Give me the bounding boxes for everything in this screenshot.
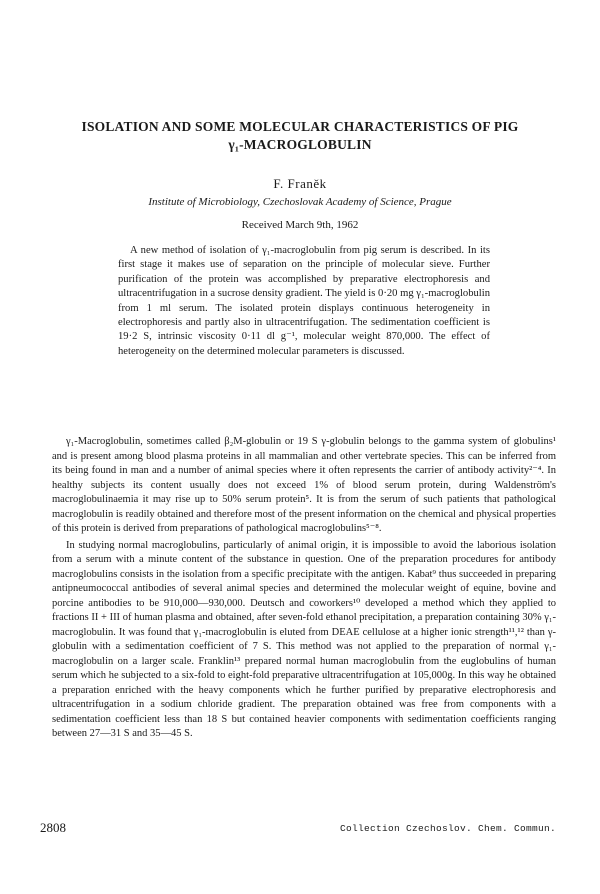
article-body: [52, 435, 556, 744]
abstract-text: A new method of isolation of γ₁-macroglobulin from pig serum is described. In its first stage it makes use of separation on the principle of molecular sieve. Further purification of the protein was accomplished by preparative electrophoresis and ultracentrifugation in a sucrose density gradient. The yield is 0·20 mg γ₁-macroglobulin from 1 ml serum. The isolated protein displays continuous heterogeneity in electrophoresis and partly also in ultracentrifugation. The sedimentation coefficient is 19·2 S, intrinsic viscosity 0·11 dl g⁻¹, molecular weight 870,000. The effect of heterogeneity on the determined molecular parameters is discussed.: [118, 245, 490, 357]
body-paragraph-2: In studying normal macroglobulins, particularly of animal origin, it is impossible to avoid the laborious isolation from a serum with a minute content of the substance in question. One of the preparation procedures for antibody macroglobulins consists in the isolation from a specific precipitate with the antigen. Kabat⁹ thus succeeded in preparing antipneumococcal antibodies of several animal species and determined the molecular weight of equine, bovine and porcine antibodies to be 910,000—930,000. Deutsch and coworkers¹⁰ developed a method which they applied to fractions II + III of human plasma and obtained, after seven-fold ethanol precipitation, a preparation containing 30% γ₁-macroglobulin. It was found that γ₁-macroglobulin is eluted from DEAE cellulose at a higher ionic strength¹¹,¹² than γ-globulin with a sedimentation coefficient of 7 S. This method was not applied to the preparation of normal γ₁-macroglobulin on a larger scale. Franklin¹³ prepared normal human macroglobulin from the euglobulins of human serum which he subjected to a six-fold to eight-fold preparative ultracentrifugation at 105,000g. In this way he obtained a preparation enriched with the heavy components which he further purified by preparative electrophoresis and ultracentrifugation in a sodium chloride gradient. The preparation obtained was free from components with a sedimentation coefficient less than 18 S but contained heavier components with sedimentation coefficients ranging between 27—31 S and 35—45 S.: [52, 539, 556, 739]
title-line-1: ISOLATION AND SOME MOLECULAR CHARACTERISTICS OF PIG: [81, 119, 519, 134]
body-paragraph-1: γ₁-Macroglobulin, sometimes called β₂M-globulin or 19 S γ-globulin belongs to the gamma system of globulins¹ and is present among blood plasma proteins in all mammalian and other vertebrate species. This can be inferred from its being found in man and a number of animal species where it often represents the carrier of antibody activity²⁻⁴. In healthy subjects its content usually does not exceed 1% of blood serum protein, during Waldenström's macroglobulinaemia it may rise up to 50% serum protein⁵. It is from the serum of such patients that pathological macroglobulin is readily obtained and therefore most of the present information on the chemical and physical properties of this protein is derived from preparations of pathological macroglobulins⁵⁻⁸.: [52, 436, 556, 534]
page-number: 2808: [40, 820, 66, 835]
article-title: [40, 118, 560, 154]
abstract: [118, 244, 490, 359]
author-name: F. Franěk: [273, 176, 327, 191]
title-line-2: γ₁-MACROGLOBULIN: [228, 137, 372, 152]
received-date: Received March 9th, 1962: [241, 219, 359, 231]
author-affiliation: Institute of Microbiology, Czechoslovak Academy of Science, Prague: [148, 196, 452, 208]
journal-name: Collection Czechoslov. Chem. Commun.: [339, 823, 556, 834]
